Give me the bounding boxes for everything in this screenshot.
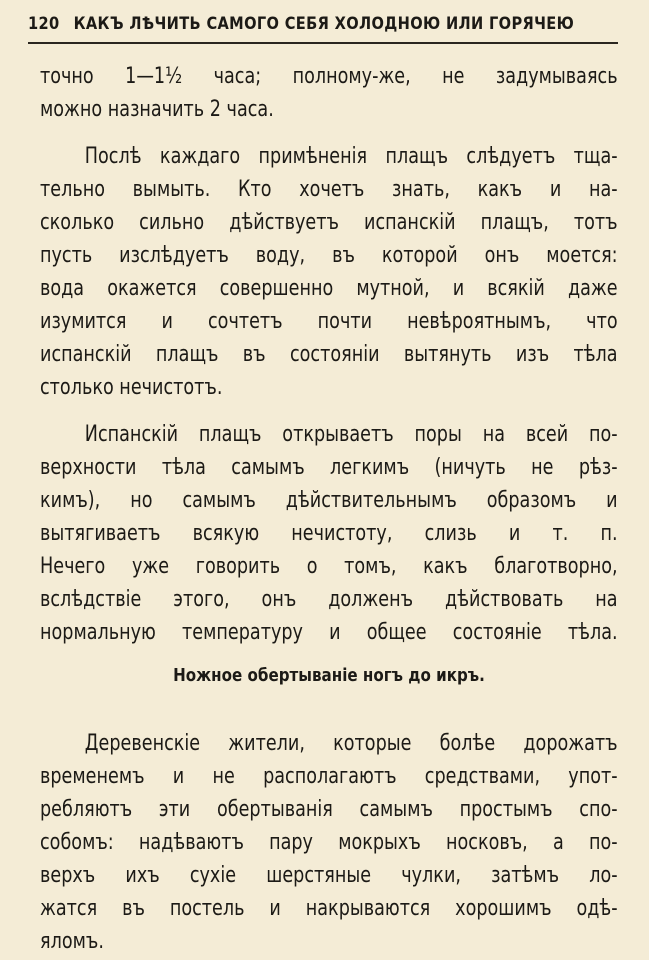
header-rule [28, 42, 618, 44]
text-line: вода окажется совершенно мутной, и всякій даже [40, 276, 618, 301]
text-line: сколько сильно дѣйствуетъ испанскій плащъ, тотъ [40, 210, 618, 235]
paragraph [40, 140, 618, 404]
text-line: пусть изслѣдуетъ воду, въ которой онъ моется: [40, 243, 618, 268]
text-line: тельно вымыть. Кто хочетъ знать, какъ и на- [40, 177, 618, 202]
running-head [28, 14, 575, 34]
text-line: верхности тѣла самымъ легкимъ (ничуть не рѣз- [40, 455, 618, 480]
text-line: жатся въ постель и накрываются хорошимъ одѣ- [40, 896, 618, 921]
text-line: собомъ: надѣваютъ пару мокрыхъ носковъ, а по- [40, 830, 618, 855]
paragraph [40, 418, 618, 649]
text-line: испанскій плащъ въ состояніи вытянуть изъ тѣла [40, 342, 618, 367]
text-line: ребляютъ эти обертыванія самымъ простымъ спо- [40, 797, 618, 822]
text-line: кимъ), но самымъ дѣйствительнымъ образомъ и [40, 488, 618, 513]
page-number: 120 [28, 14, 60, 34]
text-line: точно 1—1½ часа; полному-же, не задумываясь [40, 64, 618, 89]
text-line: нормальную температуру и общее состояніе тѣла. [40, 620, 618, 645]
text-line: Послѣ каждаго примѣненія плащъ слѣдуетъ тща- [84, 144, 618, 169]
text-line: верхъ ихъ сухіе шерстяные чулки, затѣмъ ло- [40, 863, 618, 888]
text-line: яломъ. [40, 929, 104, 954]
text-line: столько нечистотъ. [40, 375, 223, 400]
text-line: вслѣдствіе этого, онъ долженъ дѣйствовать на [40, 587, 618, 612]
text-line: можно назначить 2 часа. [40, 97, 274, 122]
text-line: Деревенскіе жители, которые болѣе дорожатъ [84, 731, 618, 756]
running-title: КАКЪ ЛѢЧИТЬ САМОГО СЕБЯ ХОЛОДНОЮ ИЛИ ГОРЯЧЕЮ [73, 14, 575, 34]
text-line: Нечего уже говорить о томъ, какъ благотворно, [40, 554, 618, 579]
paragraph [40, 60, 618, 126]
text-line: Испанскій плащъ открываетъ поры на всей по- [84, 422, 618, 447]
paragraph [40, 727, 618, 958]
section-heading: Ножное обертываніе ногъ до икръ. [173, 665, 485, 686]
text-line: изумится и сочтетъ почти невѣроятнымъ, что [40, 309, 618, 334]
body-text [40, 60, 618, 958]
text-line: временемъ и не располагаютъ средствами, упот- [40, 764, 618, 789]
text-line: вытягиваетъ всякую нечистоту, слизь и т. п. [40, 521, 618, 546]
